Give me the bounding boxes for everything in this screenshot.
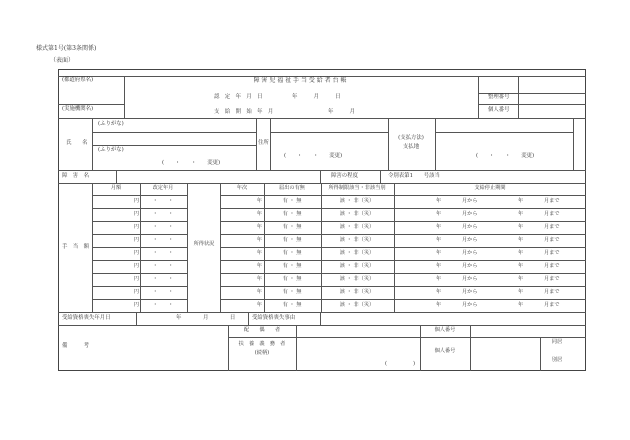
loss-label: 受給資格喪失年月日 [62, 315, 111, 321]
degree-label: 障害の程度 [331, 173, 358, 179]
row-gai: 該 ・ 非（災） [339, 250, 375, 256]
row-yen: 円 [133, 250, 139, 256]
col-limit: 所得制限該当・非該当別 [328, 185, 386, 191]
fuyo-kojin-label: 個人番号 [434, 348, 456, 354]
row-from: 年 月から [436, 263, 478, 269]
col-filed: 届出の有無 [279, 185, 305, 191]
seiri-label: 整理番号 [488, 94, 510, 100]
row-yen: 円 [133, 263, 139, 269]
col-amount: 月額 [110, 185, 122, 191]
fuyo-paren: ( ) [385, 361, 415, 367]
degree-ref: 令別表第1 号該当 [388, 173, 440, 179]
side-label: （表面） [50, 57, 75, 64]
pay-change: ( ・ ・ 変更) [476, 153, 535, 159]
loss-date: 年 月 日 [176, 315, 236, 321]
col-income: 所得状況 [193, 241, 215, 247]
row-yesno: 有 ・ 無 [282, 289, 302, 295]
prefecture-label: (都道府県名) [62, 77, 94, 83]
row-yen: 円 [133, 224, 139, 230]
nintei-label: 認 定 年 月 日 [214, 94, 263, 100]
notes-label: 備 考 [62, 343, 89, 349]
row-yen: 円 [133, 237, 139, 243]
row-date: ・ ・ [152, 198, 174, 204]
row-gai: 該 ・ 非（災） [339, 263, 375, 269]
row-gai: 該 ・ 非（災） [339, 211, 375, 217]
row-from: 年 月から [436, 289, 478, 295]
row-gai: 該 ・ 非（災） [339, 302, 375, 308]
address-label: 住所 [258, 140, 269, 146]
row-from: 年 月から [436, 237, 478, 243]
row-from: 年 月から [436, 276, 478, 282]
row-gai: 該 ・ 非（災） [339, 289, 375, 295]
form-number: 様式第1号(第3条関係) [36, 45, 97, 52]
row-gai: 該 ・ 非（災） [339, 198, 375, 204]
row-year: 年 [256, 237, 262, 243]
ledger-title: 障 害 児 福 祉 手 当 受 給 者 台 帳 [253, 77, 347, 84]
loss-reason-label: 受給資格喪失事由 [252, 315, 296, 321]
pay-method-label: (支払方法) [398, 135, 424, 141]
furigana-2: (ふりがな) [98, 147, 124, 153]
row-yen: 円 [133, 211, 139, 217]
row-year: 年 [256, 211, 262, 217]
col-revision: 改定年月 [152, 185, 174, 191]
fuyo-relation: (続柄) [254, 350, 270, 356]
row-from: 年 月から [436, 224, 478, 230]
row-year: 年 [256, 302, 262, 308]
shikyu-date: 年 月 [328, 109, 355, 115]
disability-label: 障 害 名 [62, 173, 89, 179]
row-yen: 円 [133, 276, 139, 282]
row-yen: 円 [133, 289, 139, 295]
row-yesno: 有 ・ 無 [282, 250, 302, 256]
row-from: 年 月から [436, 302, 478, 308]
fuyo-label: 扶 養 義 務 者 [238, 341, 286, 347]
name-change: ( ・ ・ 変更) [162, 160, 221, 166]
row-yesno: 有 ・ 無 [282, 237, 302, 243]
nintei-date: 年 月 日 [292, 94, 341, 100]
row-yen: 円 [133, 302, 139, 308]
address-change: ( ・ ・ 変更) [284, 153, 343, 159]
row-to: 年 月まで [518, 263, 560, 269]
row-date: ・ ・ [152, 263, 174, 269]
row-date: ・ ・ [152, 224, 174, 230]
row-date: ・ ・ [152, 302, 174, 308]
row-to: 年 月まで [518, 250, 560, 256]
kojin-label: 個人番号 [488, 107, 510, 113]
row-to: 年 月まで [518, 198, 560, 204]
agency-label: (実施機関名) [62, 106, 94, 112]
shikyu-label: 支 給 開 始 年 月 [214, 109, 274, 115]
row-yesno: 有 ・ 無 [282, 211, 302, 217]
row-gai: 該 ・ 非（災） [339, 276, 375, 282]
pay-place-label: 支払地 [402, 144, 420, 150]
row-yesno: 有 ・ 無 [282, 276, 302, 282]
row-from: 年 月から [436, 198, 478, 204]
row-year: 年 [256, 198, 262, 204]
row-year: 年 [256, 250, 262, 256]
row-year: 年 [256, 224, 262, 230]
row-gai: 該 ・ 非（災） [339, 224, 375, 230]
row-to: 年 月まで [518, 302, 560, 308]
row-gai: 該 ・ 非（災） [339, 237, 375, 243]
row-yesno: 有 ・ 無 [282, 224, 302, 230]
name-label: 氏 名 [66, 140, 88, 146]
spouse-kojin-label: 個人番号 [434, 327, 456, 333]
furigana-1: (ふりがな) [98, 121, 124, 127]
row-to: 年 月まで [518, 224, 560, 230]
row-date: ・ ・ [152, 250, 174, 256]
row-date: ・ ・ [152, 211, 174, 217]
row-to: 年 月まで [518, 276, 560, 282]
row-year: 年 [256, 263, 262, 269]
row-yesno: 有 ・ 無 [282, 263, 302, 269]
row-to: 年 月まで [518, 211, 560, 217]
row-from: 年 月から [436, 211, 478, 217]
row-yesno: 有 ・ 無 [282, 302, 302, 308]
row-from: 年 月から [436, 250, 478, 256]
row-yen: 円 [133, 198, 139, 204]
col-stop: 支給停止期間 [474, 185, 506, 191]
dokyo-label: 同居 [551, 339, 563, 345]
row-date: ・ ・ [152, 237, 174, 243]
col-year: 年次 [236, 185, 248, 191]
row-yesno: 有 ・ 無 [282, 198, 302, 204]
row-date: ・ ・ [152, 289, 174, 295]
row-date: ・ ・ [152, 276, 174, 282]
spouse-label: 配 偶 者 [243, 327, 281, 333]
ledger-form [58, 69, 586, 371]
row-year: 年 [256, 276, 262, 282]
row-to: 年 月まで [518, 289, 560, 295]
bekkyo-label: 別居 [551, 357, 563, 363]
teate-label: 手 当 額 [62, 244, 89, 250]
row-to: 年 月まで [518, 237, 560, 243]
row-year: 年 [256, 289, 262, 295]
